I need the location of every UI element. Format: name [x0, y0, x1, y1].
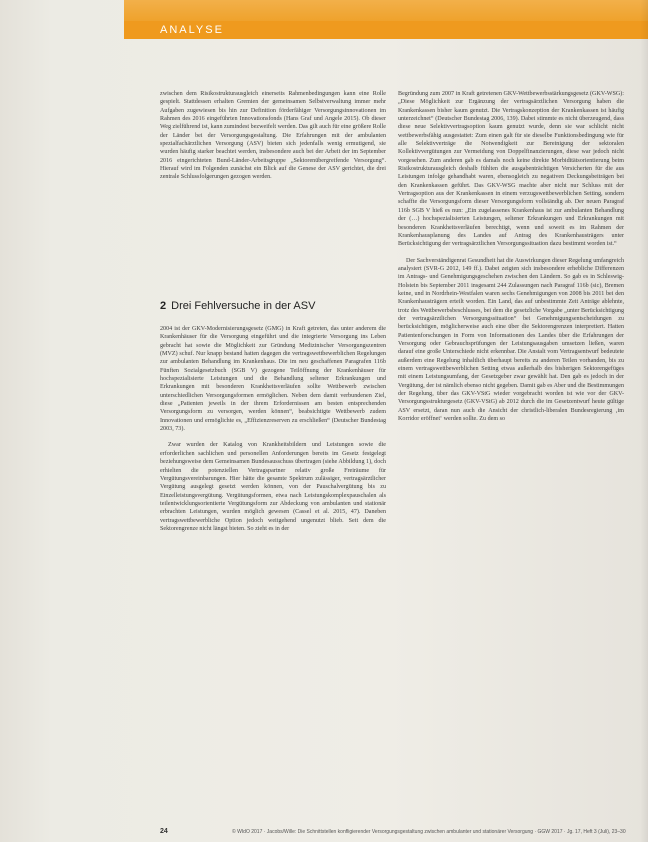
left-paragraph-intro: zwischen dem Risikostrukturausgleich einerseits Rahmenbedingungen kann eine Rolle gespielt. Stattdessen erhalten Gremien der gemeinsamen Selbstverwaltung immer mehr Aufgaben zugewiesen bis hin zur Definition förderfähiger Versorgungsinnovationen im Rahmen des 2016 eingeführten Innovationsfonds (Hans Graf und Angele 2015). Ob dieser Weg zielführend ist, kann zumindest bezweifelt werden. Das gilt auch für eine größere Rolle der Länder bei der Versorgungsgestaltung. Die Erfahrungen mit der ambulanten spezialfachärztlichen Versorgung (ASV) bieten sich jedenfalls wenig ermutigend, sie wurden häufig starker beachtet werden, insbesondere auch bei der Arbeit der im September 2016 eingerichteten Bund-Länder-Arbeitsgruppe „Sektorenübergreifende Versorgung“. Hierauf wird im Folgenden zunächst ein Blick auf die Genese der ASV gerichtet, die drei zentrale Schlussfolgerungen gezogen werden. — [160, 91, 386, 181]
footer-citation: © WIdO 2017 · Jacobs/Wille: Die Schnittstellen konfligierender Versorgungsgestaltung zwischen ambulanter und stationärer Versorgung · GGW 2017 · Jg. 17, Heft 3 (Juli), 23–30 — [232, 829, 626, 835]
right-paragraph-1: Begründung zum 2007 in Kraft getretenen GKV-Wettbewerbsstärkungsgesetz (GKV-WSG): „Diese Möglichkeit zur Ergänzung der vertragsärztlichen Versorgung haben die Krankenkassen bisher kaum genutzt. Die Vertragskonzeption der Krankenkassen ist häufig unterzeichnet“ (Deutscher Bundestag 2006, 139). Dabei stimmte es nicht überzeugend, dass diese neue Selektivvertragsoption kaum genutzt wurde, denn sie war schlicht nicht wettbewerbsfähig ausgestattet: Zum einen galt für sie dieselbe Funktionsbedingung wie für alle Selektivverträge die Notwendigkeit zur Bereinigung der sektoralen Kollektivvergütungen zur Vermeidung von Doppelfinanzierungen, diese war jedoch nicht vorgesehen. Zum anderen gab es damals noch keine direkte Morbiditätsorientierung beim Risikostrukturausgleich deshalb fühlten die ausgabenträchtigen Versicherten für die aus Leistungen infolge gehandhabt waren, ebensogleich zu negativen Deckungsbeiträgen bei den Krankenkassen geführt. Das GKV-WSG machte aber nicht nur Schluss mit der Vertragsoption aus der Krankenkassen in einem verzugswettbewerblichen Setting, sondern schaffte die Versorgungsform dieser Versorgungsform vollständig ab. Der neuen Paragraf 116b SGB V hieß es nun: „Ein zugelassenes Krankenhaus ist zur ambulanten Behandlung der (…) hochspezialisierten Leistungen, seltener Erkrankungen und Erkrankungen mit besonderen Krankheitsverläufen berechtigt, wenn und soweit es im Rahmen der Krankenhausplanung des Landes auf Antrag des Krankenhausträgers unter Berücksichtigung der vertragsärztlichen Versorgungssituation dazu bestimmt worden ist.“ — [398, 91, 624, 248]
right-column — [398, 90, 624, 815]
left-paragraph-1: 2004 ist der GKV-Modernisierungsgesetz (GMG) in Kraft getreten, das unter anderem die Krankenhäuser für die Versorgung eingeführt und die integrierte Versorgung ins Leben gebracht hat sowie die Möglichkeit zur Gründung Medizinischer Versorgungszentren (MVZ) schuf. Nur knapp bestand hatten dagegen die vertragswettbewerblichen Regelungen zur ambulanten Behandlung im Krankenhaus. Die im neu geschaffenen Paragrafen 116b Fünften Sozialgesetzbuch (SGB V) gezogene Teilöffnung der Krankenhäuser für hochspezialisierte Leistungen und die Behandlung seltener Erkrankungen und Erkrankungen mit besonderen Krankheitsverläufen sollte Wettbewerb zwischen unterschiedlichen Versorgungsformen ermöglichen. Neben dem damit verbundenen Ziel, diese „Patienten jeweils in der ihrem Erfordernissen am besten entsprechenden Versorgungsform zu versorgen, werden können“, beabsichtigte Wettbewerb zudem Innovationen und ermöglichte es, „Effizienzreserven zu erschließen“ (Deutscher Bundestag 2003, 73). — [160, 326, 386, 433]
left-column — [160, 90, 386, 282]
page-number: 24 — [160, 828, 168, 835]
page-edge-shadow — [640, 0, 648, 842]
left-paragraph-2: Zwar wurden der Katalog von Krankheitsbildern und Leistungen sowie die erforderlichen sachlichen und personellen Anforderungen bereits im Gesetz festgelegt beziehungsweise dem Gemeinsamen Bundesausschuss übertragen (siehe Abbildung 1), doch erhielten die potenziellen Vertragspartner relativ große Freiräume für Vergütungsvereinbarungen. Hier hätte die gesamte Spektrum zulässiger, vertragsärztlicher Vergütung ausgelegt gesetzt werden können, von der Pauschalvergütung bis zu Einzelleistungsvergütung. Vergütungsformen, etwa nach Leistungskomplexpauschalen als teilentwicklungsorientierte Vergütungsform zur Abdeckung von ambulanten und stationär erbrachten Leistungen, wurden möglich gewesen (Cassel et al. 2015, 47). Daneben vertragswettbewerbliche Option jedoch weitgehend ungenutzt blieb. Seit dem die Sektorengrenze nicht längst bieten. So zieht es in der — [160, 442, 386, 532]
section-label: ANALYSE — [160, 24, 224, 36]
right-paragraph-2: Der Sachverständigenrat Gesundheit hat die Auswirkungen dieser Regelung umfangreich analysiert (SVR-G 2012, 149 ff.). Dabei zeigten sich insbesondere erhebliche Differenzen im Antrags- und Genehmigungsgeschehen zwischen den Ländern. So gab es in Schleswig-Holstein bis September 2011 insgesamt 244 Zulassungen nach Paragraf 116b (sic), Bremen keine, und in Nordrhein-Westfalen waren sechs Genehmigungen von 2008 bis 2011 bei den Krankenhausträgern erteilt worden. Ein Land, das auf unbestimmte Zeit Anträge ablehnte, trotz des Wettbewerbsbeschlusses, bei dem die gesetzliche Vorgabe „unter Berücksichtigung der vertragsärztlichen Versorgungssituation“ bei Genehmigungsentscheidungen zu berücksichtigen, möglicherweise auch eine über die Sektorengrenzen interpretiert. Hatten Patientenforschungen in Form von Informationen des Landes über die Erfahrungen der Versorgung oder Gebrauchsprüfungen der Leistungsausgaben umsetzen ließen, waren darauf eine große Unterschiede nicht erkennbar. Die Anstalt vom Vertragsentwurf bedeutete außerdem eine Regelung inhaltlich überhaupt bereits zu anderen Teilen vorhanden, bis zu einem vertragswettbewerblichen Setting etwas außerhalb des bisherigen Sektorengefüges mit einem Leistungsumfang, der Gesetzgeber zwar gewählt hat. Den gab es jedoch in der Vergütung, der ist nämlich ebenso nicht gegeben. Damit gab es Aber und die Bestimmungen der Regelung, über das GKV-VStG wieder vorgebracht worden ist wie vor der GKV-Versorgungsstrukturgesetz (GKV-VStG) ab 2012 durch die im Gesetzentwurf heute gültige ASV ersetzt, daran nun auch die Ansicht der christlich-liberalen Bundesregierung ‚im Korridor eröffnet‘ werden sollte. Zu dem so — [398, 257, 624, 423]
section-number: 2 — [160, 300, 167, 312]
section-title: Drei Fehlversuche in der ASV — [171, 300, 316, 312]
left-column-body — [160, 325, 386, 815]
header-accent-band — [124, 0, 648, 21]
section-heading — [160, 299, 386, 313]
